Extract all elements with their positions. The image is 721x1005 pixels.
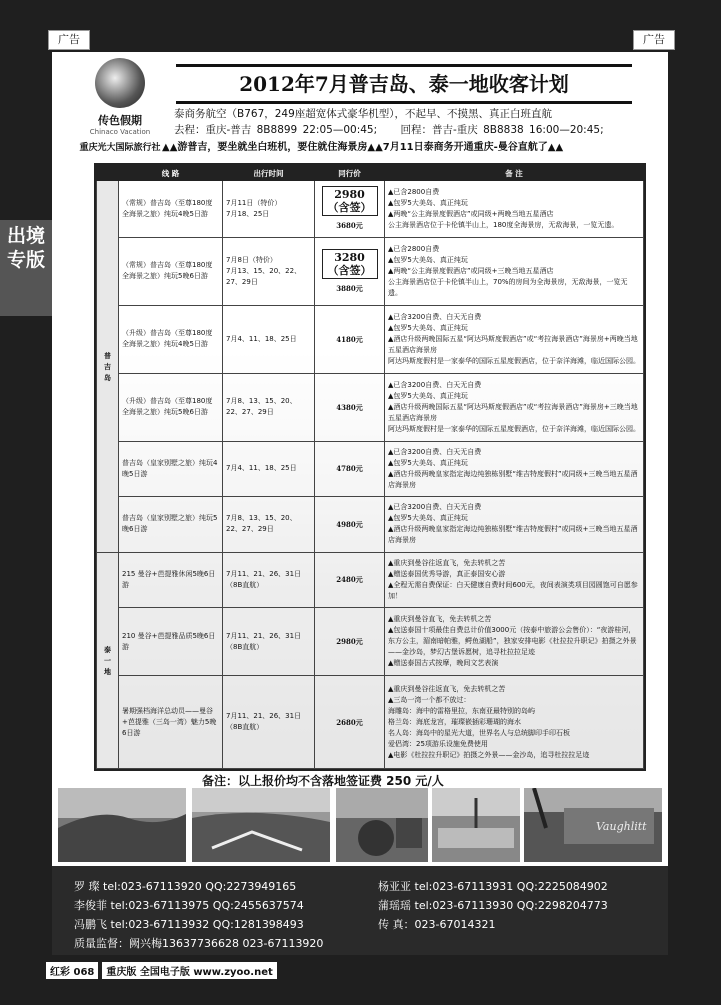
notes-cell [385, 676, 644, 769]
footnote: 备注：以上报价均不含落地签证费 250 元/人 [202, 774, 444, 788]
table-row [97, 441, 644, 497]
photo-beach [58, 788, 186, 862]
price-special: 2980 [334, 188, 365, 202]
ad-label-left: 广告 [48, 30, 90, 50]
dates-cell: 7月11、21、26、31日 （8B直航） [223, 676, 315, 769]
note-line: 公主海景酒店位于卡伦镇半山上，70%的房间为全海景房，无敌海景，一览无遗。 [388, 277, 628, 297]
note-line: ▲已含3200自费、白天无自费 [388, 380, 482, 389]
route-cell: （常规）普吉岛（至尊180度全海景之旅）纯玩4晚5日游 [119, 181, 223, 238]
price-special: 3280 [334, 250, 365, 264]
note-line: 格兰岛：海底龙宫，璀璨嵌插彩珊瑚的海水 [388, 717, 521, 726]
note-line: 公主海景酒店位于卡伦镇半山上，180度全海景房，无敌海景，一览无遗。 [388, 220, 619, 229]
price-cell [315, 676, 385, 769]
photo-sign-text: Vaughlitt [596, 820, 647, 833]
dates-cell: 7月11、21、26、31日 （8B直航） [223, 552, 315, 608]
logo-english: Chinaco Vacation [89, 128, 151, 136]
price-table-wrap [94, 163, 646, 771]
logo-emblem-icon [95, 58, 145, 108]
footer [46, 962, 277, 979]
notes-cell [385, 237, 644, 305]
note-line: ▲已含3200自费、白天无自费 [388, 503, 482, 512]
side-tab-line-2: 专版 [6, 249, 45, 271]
table-row [97, 305, 644, 373]
note-line: ▲包罗5大美岛、真正纯玩 [388, 323, 468, 332]
price-value: 4780元 [336, 464, 363, 474]
note-line: ▲酒店升级两晚皇家指定海边纯独栋别墅“维吉特度假村”或同级+三晚当地五星酒店海景房 [388, 469, 638, 489]
flight-route [174, 122, 604, 137]
header-dates: 出行时间 [223, 166, 315, 181]
price-cell [315, 441, 385, 497]
table-row [97, 608, 644, 676]
dates-cell: 7月8、13、15、20、22、27、29日 [223, 373, 315, 441]
footer-page: 红彩 068 [46, 962, 98, 979]
price-value: 4380元 [336, 402, 363, 412]
photo-resort [336, 788, 428, 862]
table-row [97, 676, 644, 769]
photo-entrance [524, 788, 662, 862]
photo-pool [432, 788, 520, 862]
ad-page [52, 52, 668, 955]
note-line: ▲电影《杜拉拉升职记》拍摄之外景——金沙岛，追寻杜拉拉足迹 [388, 750, 590, 759]
note-line: ▲已含2800自费 [388, 187, 440, 196]
contact-5: 冯鹏飞 tel:023-67113932 QQ:1281398493 [74, 918, 304, 931]
notes-cell [385, 497, 644, 553]
header-route: 线 路 [119, 166, 223, 181]
contact-fax: 传 真：023-67014321 [378, 918, 496, 931]
quality-supervision: 质量监督：阙兴梅13637736628 023-67113920 [74, 937, 324, 950]
note-line: 阿达玛斯度假村是一家泰华的国际五星度假酒店，位于奈洋海滩，临近国际公园。 [388, 424, 640, 433]
route-cell: （升级）普吉岛（至尊180度全海景之旅）纯玩5晚6日游 [119, 373, 223, 441]
side-tab-line-1: 出境 [6, 225, 45, 247]
price-cell [315, 608, 385, 676]
note-line: ▲已含3200自费、白天无自费 [388, 447, 482, 456]
note-line: ▲包罗5大美岛、真正纯玩 [388, 458, 468, 467]
route-cell: 普吉岛（皇家别墅之旅）纯玩4晚5日游 [119, 441, 223, 497]
note-line: ▲两晚“公主海景度假酒店”或同级+三晚当地五星酒店 [388, 266, 554, 275]
price-value: 2480元 [336, 575, 363, 585]
header-notes: 备 注 [385, 166, 644, 181]
price-cell [315, 305, 385, 373]
price-value: 4980元 [336, 519, 363, 529]
region-phuket: 普 吉 岛 [97, 181, 119, 553]
note-line: 海雕岛：海中的雷格里拉，东南亚最特别的岛屿 [388, 706, 535, 715]
note-line: ▲酒店升级两晚国际五星“阿达玛斯度假酒店”或“考拉海景酒店”海景房+两晚当地五星酒店海景房 [388, 334, 638, 354]
note-line: ▲包罗5大美岛、真正纯玩 [388, 391, 468, 400]
note-line: 爱侣湾：25项游乐设施免费使用 [388, 739, 488, 748]
contact-3: 李俊菲 tel:023-67113975 QQ:2455637574 [74, 899, 304, 912]
notes-cell [385, 305, 644, 373]
note-line: ▲包罗5大美岛、真正纯玩 [388, 198, 468, 207]
price-value: 2680元 [336, 717, 363, 727]
note-line: 阿达玛斯度假村是一家泰华的国际五星度假酒店，位于奈洋海滩，临近国际公园。 [388, 356, 640, 365]
price-value: 3880元 [336, 283, 363, 293]
slogan: ▲▲游普吉，要坐就坐白班机，要住就住海景房▲▲7月11日泰商务开通重庆-曼谷直航了▲▲ [162, 142, 564, 153]
route-cell: 210 曼谷+芭提雅品质5晚6日游 [119, 608, 223, 676]
note-line: ▲赠送泰国优秀导游，真正泰国安心游 [388, 569, 506, 578]
table-row [97, 552, 644, 608]
note-line: ▲包送泰国十项最佳自费总计价值3000元（按泰中旅游公会售价）：“夜游桂河，东方公主，湄南暗帕雅，鳄鱼湖船”，独家安排电影《杜拉拉升职记》拍摄之外景——金沙岛，梦幻古堡诉愿树，追寻杜拉拉足迹 [388, 626, 637, 657]
table-row [97, 497, 644, 553]
price-cell [315, 181, 385, 238]
header-region [97, 166, 119, 181]
page-title: 2012年7月普吉岛、泰一地收客计划 [176, 64, 632, 104]
route-back: 回程：普吉-重庆 8B8838 16:00—20:45; [400, 124, 604, 136]
logo-name: 传色假期 [98, 114, 142, 127]
ad-label-right: 广告 [633, 30, 675, 50]
contact-4: 蒲瑶瑶 tel:023-67113930 QQ:2298204773 [378, 899, 608, 912]
note-line: ▲三岛一湾一个都不放过： [388, 695, 471, 704]
table-header-row [97, 166, 644, 181]
dates-cell: 7月11日（特价） 7月18、25日 [223, 181, 315, 238]
note-line: ▲重庆到曼谷直飞，免去转机之苦 [388, 615, 492, 624]
note-line: ▲已含2800自费 [388, 244, 440, 253]
dates-cell: 7月8日（特价） 7月13、15、20、22、27、29日 [223, 237, 315, 305]
header-price: 同行价 [315, 166, 385, 181]
note-line: ▲已含3200自费、白天无自费 [388, 312, 482, 321]
notes-cell [385, 181, 644, 238]
table-body [97, 181, 644, 769]
price-value: 2980元 [336, 637, 363, 647]
price-value: 3680元 [336, 221, 363, 231]
note-line: ▲赠送泰国古式按摩，晚间文艺表演 [388, 659, 499, 668]
note-line: ▲全程无需自费保证：白天健康自费时间600元，夜间表演类项目园圆饱可自愿参加！ [388, 580, 638, 600]
note-line: 名人岛：海岛中的星光大道，世界名人与总统脚印手印石板 [388, 728, 570, 737]
price-cell [315, 497, 385, 553]
airline-line: 泰商务航空（B767，249座超宽体式豪华机型），不起早、不摸黑、真正白班直航 [174, 108, 553, 120]
footer-edition: 重庆版 全国电子版 www.zyoo.net [102, 962, 276, 979]
note-line: ▲重庆到曼谷往返直飞，免去转机之苦 [388, 684, 506, 693]
agency-name: 重庆光大国际旅行社 [79, 143, 161, 153]
contacts-panel [52, 866, 668, 955]
photo-strip [58, 788, 662, 862]
side-tab [0, 220, 52, 316]
price-value: 4180元 [336, 334, 363, 344]
notes-cell [385, 441, 644, 497]
dates-cell: 7月11、21、26、31日 （8B直航） [223, 608, 315, 676]
table-row [97, 373, 644, 441]
route-cell: 215 曼谷+芭提雅休闲5晚6日游 [119, 552, 223, 608]
price-box [322, 249, 378, 279]
note-line: ▲包罗5大美岛、真正纯玩 [388, 255, 468, 264]
dates-cell: 7月4、11、18、25日 [223, 441, 315, 497]
table-row [97, 181, 644, 238]
note-line: ▲酒店升级两晚国际五星“阿达玛斯度假酒店”或“考拉海景酒店”海景房+三晚当地五星酒店海景房 [388, 402, 638, 422]
photo-coast [192, 788, 330, 862]
price-visa-note: （含签） [327, 263, 372, 277]
route-cell: 暑期强档海洋总动员——曼谷+芭提雅（三岛一湾）魅力5晚6日游 [119, 676, 223, 769]
price-cell [315, 552, 385, 608]
route-out: 去程：重庆-普吉 8B8899 22:05—00:45; [174, 124, 378, 136]
dates-cell: 7月8、13、15、20、22、27、29日 [223, 497, 315, 553]
note-line: ▲重庆到曼谷往返直飞，免去转机之苦 [388, 558, 506, 567]
route-cell: （常规）普吉岛（至尊180度全海景之旅）纯玩5晚6日游 [119, 237, 223, 305]
route-cell: （升级）普吉岛（至尊180度全海景之旅）纯玩4晚5日游 [119, 305, 223, 373]
note-line: ▲包罗5大美岛、真正纯玩 [388, 514, 468, 523]
note-line: ▲两晚“公主海景度假酒店”或同级+两晚当地五星酒店 [388, 209, 554, 218]
note-line: ▲酒店升级两晚皇家指定海边纯独栋别墅“维吉特度假村”或同级+三晚当地五星酒店海景房 [388, 525, 638, 545]
price-cell [315, 373, 385, 441]
price-box [322, 186, 378, 216]
notes-cell [385, 608, 644, 676]
price-cell [315, 237, 385, 305]
dates-cell: 7月4、11、18、25日 [223, 305, 315, 373]
contact-2: 杨亚亚 tel:023-67113931 QQ:2225084902 [378, 880, 608, 893]
price-table [96, 165, 644, 769]
table-row [97, 237, 644, 305]
notes-cell [385, 373, 644, 441]
notes-cell [385, 552, 644, 608]
contact-1: 罗 璨 tel:023-67113920 QQ:2273949165 [74, 880, 297, 893]
region-thailand: 泰 一 地 [97, 552, 119, 768]
price-visa-note: （含签） [327, 201, 372, 215]
route-cell: 普吉岛（皇家别墅之旅）纯玩5晚6日游 [119, 497, 223, 553]
